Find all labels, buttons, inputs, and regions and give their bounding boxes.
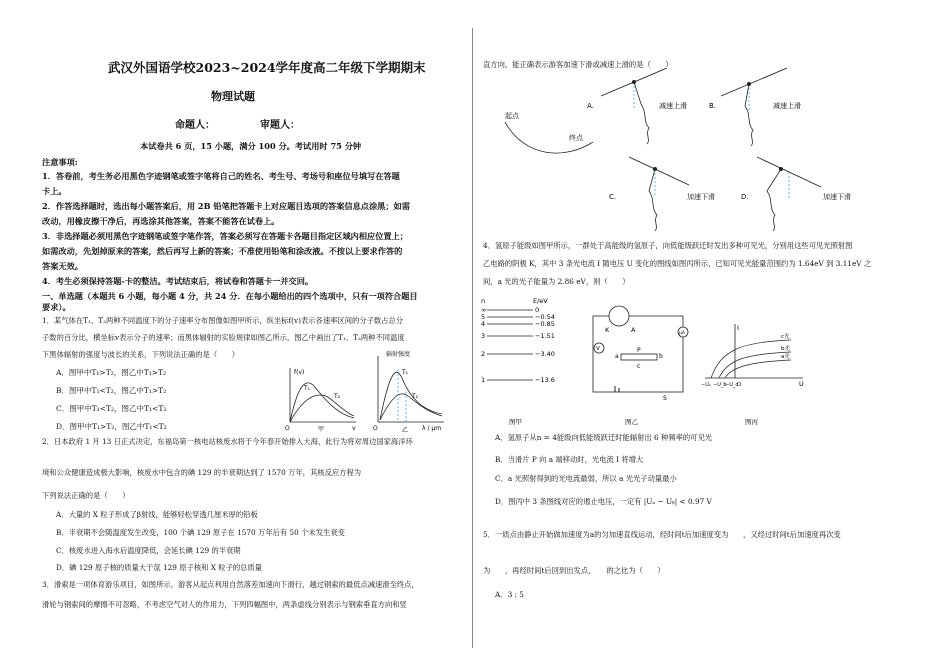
note-line: 卡上。 [42, 186, 67, 196]
q1-option-d: D．图甲中T₁>T₂，图乙中T₁<T₂ [56, 422, 167, 431]
proposer-label: 命题人： [175, 120, 215, 131]
q1-figure-jia [284, 364, 360, 432]
q3-a-motion: 减速上滑 [659, 102, 687, 110]
svg-text:2: 2 [481, 350, 486, 358]
level-row [481, 320, 555, 328]
q4-option-c: C．a 光照射得到的光电流最弱，所以 a 光光子动量最小 [495, 474, 677, 483]
graph-c-light: c光 [781, 334, 790, 340]
switch-label: S [663, 395, 667, 402]
graph-uc: −U_c [725, 382, 739, 388]
svg-text:3: 3 [481, 332, 486, 340]
level-row [481, 306, 539, 314]
q1-line: 1．某气体在T₁、T₂两种不同温度下的分子速率分布图像如图甲所示，纵坐标f(v)表示各速率区间的分子数占总分 [42, 316, 404, 325]
yi-t2-label: T₂ [412, 393, 419, 400]
fig-caption-jia: 图甲 [509, 418, 522, 426]
q3-option-a-figure [587, 68, 697, 148]
graph-b-light: b光 [781, 346, 790, 352]
svg-text:5: 5 [481, 313, 486, 321]
svg-text:−0.85: −0.85 [535, 320, 555, 328]
q2-line: 下列说法正确的是（ ） [42, 491, 130, 500]
q4-line: 4．氢原子能级如图甲所示，一群处于高能级的氢原子，向低能级跃迁时发出多种可见光，分别用这些可见光照射图 [483, 241, 853, 250]
q2-option-d: D．碘 129 原子核的质量大于氙 129 原子核和 X 粒子的总质量 [56, 563, 263, 572]
microammeter-label: μA [679, 331, 685, 336]
q5-line: 为 ，再经时间t后回到出发点， 的之比为（ ） [483, 566, 665, 575]
level-row [481, 350, 555, 358]
svg-text:−1.51: −1.51 [535, 332, 555, 340]
q2-option-c: C．核废水进入海水后温度降低，会延长碘 129 的半衰期 [56, 546, 241, 555]
q2-option-b: B．半衰期不会随温度发生改变，100 个碘 129 原子在 1570 万年后有 50 个未发生衰变 [56, 528, 345, 537]
fig-caption-yi: 图乙 [625, 418, 638, 426]
note-line: 3．非选择题必须用黑色字迹钢笔或签字笔作答，答案必须写在答题卡各题目指定区域内相应位置上； [42, 231, 408, 241]
q1-line: 下黑体辐射的强度与波长的关系，下列说法正确的是（ ） [42, 350, 240, 359]
anode-label: A [631, 326, 636, 334]
voltmeter-label: V [596, 346, 600, 352]
graph-origin: O [737, 382, 742, 388]
graph-ua: −Uₐ [701, 382, 711, 388]
q2-option-a: A．大量的 X 粒子形成了β射线，能够轻松穿透几厘米厚的铅板 [56, 510, 258, 519]
q3-track-figure [485, 108, 595, 160]
svg-text:−0.54: −0.54 [535, 313, 555, 321]
energy-level-diagram [479, 294, 565, 430]
level-row [481, 332, 555, 340]
q3-b-label: B. [709, 102, 717, 110]
yi-y-label: 辐射强度 [386, 351, 411, 358]
iu-graph [701, 320, 807, 430]
level-n-header: n [481, 297, 486, 305]
q3-c-motion: 加速下滑 [687, 193, 715, 201]
q5-line: 5．一质点由静止开始做加速度为a的匀加速直线运动，经时间t后加速度变为 ，又经过时间t后加速度再次变 [483, 530, 841, 539]
end-a-label: a [615, 353, 619, 360]
graph-u-label: U [799, 380, 804, 388]
note-line: 答案无效。 [42, 261, 83, 271]
svg-text:−13.6: −13.6 [535, 376, 555, 384]
q3-option-d-figure [737, 155, 857, 235]
svg-text:1: 1 [481, 376, 486, 384]
q3-d-label: D. [741, 193, 749, 201]
yi-origin: O [373, 425, 378, 432]
slider-p-label: P [637, 347, 641, 354]
q3-line: 滑轮与钢索间的摩擦不可忽略，不考虑空气对人的作用力，下列四幅图中，两条虚线分别表示与钢索垂直方向和竖 [42, 600, 407, 609]
notes-heading: 注意事项: [42, 157, 78, 167]
q2-line: 境和公众健康造成极大影响，核废水中包含的碘 129 的半衰期达到了 1570 万年，其核反应方程为 [42, 468, 362, 477]
jia-t2-label: T₂ [334, 393, 341, 400]
q1-option-b: B．图甲中T₁<T₂，图乙中T₁>T₂ [56, 386, 167, 395]
level-row [481, 376, 555, 384]
column-divider [472, 28, 473, 648]
reviewer-label: 审题人： [260, 120, 300, 131]
jia-caption: 甲 [318, 426, 325, 432]
q1-line: 子数的百分比，横坐标v表示分子的速率；而黑体辐射的实验规律如图乙所示，图乙中画出了T₁、T₂两种不同温度 [42, 333, 405, 342]
q4-line: 乙电路的阴极 K，其中 3 条光电流 I 随电压 U 变化的图线如图丙所示，已知可见光能量范围约为 1.64eV 到 3.11eV 之 [483, 259, 872, 268]
svg-text:4: 4 [481, 320, 486, 328]
q4-option-d: D．图丙中 3 条图线对应的遏止电压，一定有 |Uₐ − Uᵦ| < 0.97 V [495, 497, 712, 506]
exam-title: 武汉外国语学校2023~2024学年度高二年级下学期期末 [108, 60, 426, 75]
track-end-label: 终点 [569, 134, 583, 142]
jia-y-label: f(v) [294, 369, 305, 376]
section-heading: 一、单选题（本题共 6 小题，每小题 4 分，共 24 分．在每小题给出的四个选项中，只有一项符合题目 [42, 291, 418, 301]
note-line: 如需改动，先划掉原来的答案，然后再写上新的答案；不准使用铅笔和涂改液。不按以上要求作答的 [42, 246, 403, 256]
note-line: 4．考生必须保持答题-卡的整洁。考试结束后，将试卷和答题卡一并交回。 [42, 276, 314, 286]
q3-line-cont: 直方向，能正确表示游客加速下滑或减速上滑的是（ ） [483, 60, 673, 69]
q1-option-c: C．图甲中T₁<T₂，图乙中T₁<T₂ [56, 404, 167, 413]
q4-line: 间，a 光的光子能量为 2.86 eV，则（ ） [483, 277, 630, 286]
photoelectric-circuit [585, 300, 695, 430]
q3-option-c-figure [609, 155, 729, 235]
section-heading-cont: 要求）。 [42, 302, 71, 312]
track-start-label: 起点 [505, 112, 519, 120]
fig-caption-bing: 图丙 [745, 418, 758, 426]
q1-figure-yi [372, 350, 446, 434]
exam-info: 本试卷共 6 页，15 小题，满分 100 分。考试用时 75 分钟 [140, 141, 362, 151]
q3-option-b-figure [707, 68, 817, 148]
note-line: 1．答卷前，考生务必用黑色字迹钢笔或签字笔将自己的姓名、考生号、考场号和座位号填写在答题 [42, 171, 400, 181]
exam-subject: 物理试题 [211, 90, 255, 103]
graph-i-label: I [737, 324, 739, 332]
jia-x-label: v [352, 425, 356, 432]
q5-option-a: A．3 : 5 [495, 590, 524, 599]
note-line: 2．作答选择题时，选出每小题答案后，用 2B 铅笔把答题卡上对应题目选项的答案信息点涂黑；如需 [42, 201, 410, 211]
q4-option-b: B．当滑片 P 向 a 端移动时，光电流 I 将增大 [495, 455, 644, 464]
yi-x-label: λ / μm [422, 425, 442, 432]
q4-option-a: A．氢原子从n = 4能级向低能级跃迁时能辐射出 6 种频率的可见光 [495, 433, 713, 442]
yi-t1-label: T₁ [402, 369, 409, 376]
graph-a-light: a光 [781, 354, 790, 360]
jia-origin: O [285, 425, 290, 432]
end-b-label: b [659, 353, 663, 360]
svg-text:0: 0 [535, 306, 540, 314]
q2-line: 2．日本政府 1 月 13 日正式决定，东福岛第一核电站核废水将于今年春开始排入大海，此行为将对周边国家海洋环 [42, 437, 413, 446]
center-c-label: c [637, 363, 641, 370]
svg-text:∞: ∞ [481, 306, 487, 314]
q1-option-a: A．图甲中T₁>T₂，图乙中T₁>T₂ [56, 368, 167, 377]
yi-caption: 乙 [402, 427, 409, 434]
svg-text:−3.40: −3.40 [535, 350, 555, 358]
q3-a-label: A. [587, 102, 594, 110]
q3-c-label: C. [609, 193, 617, 201]
jia-t1-label: T₁ [304, 385, 311, 392]
cathode-label: K [605, 326, 610, 334]
q3-d-motion: 加速下滑 [823, 193, 851, 201]
q3-line: 3．滑索是一项体育游乐项目，如图所示，游客从起点利用自然落差加速向下滑行，越过钢索的最低点减速滑至终点， [42, 580, 419, 589]
level-e-header: E/eV [533, 297, 548, 305]
note-line: 改动，用橡皮擦干净后，再选涂其他答案，答案不能答在试卷上。 [42, 216, 280, 226]
q3-b-motion: 减速上滑 [773, 102, 801, 110]
graph-ub: −U_b [713, 382, 727, 388]
